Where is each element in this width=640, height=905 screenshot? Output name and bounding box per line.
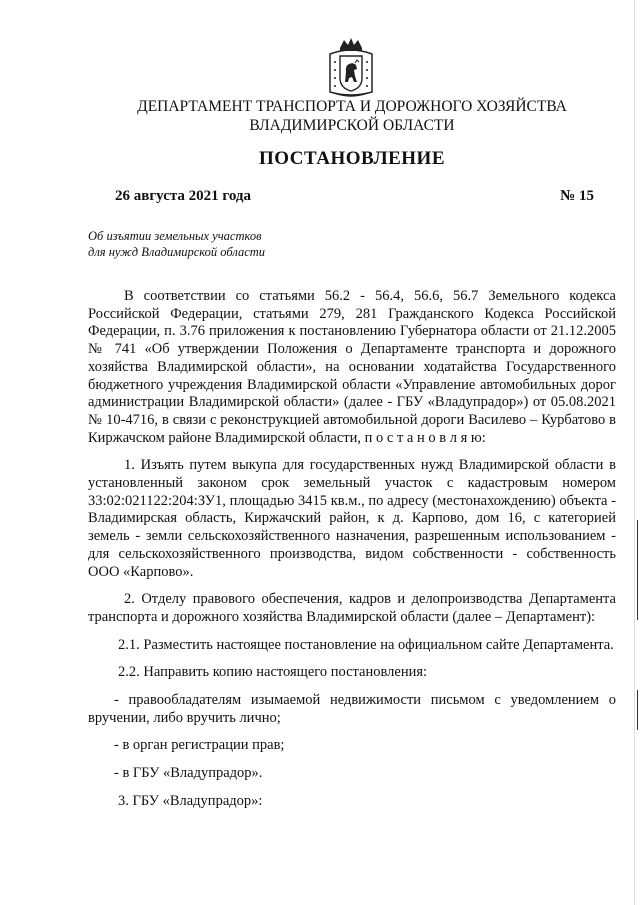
department-name-line2: ВЛАДИМИРСКОЙ ОБЛАСТИ [249, 117, 455, 134]
paragraph-item-2-1: 2.1. Разместить настоящее постановление на официальном сайте Департамента. [118, 636, 614, 653]
paragraph-item-2-2-a: - правообладателям изымаемой недвижимости письмом с уведомлением о вручении, либо вручить лично; [88, 692, 616, 726]
paragraph-item-2-2-b: - в орган регистрации прав; [114, 737, 285, 754]
document-title: ПОСТАНОВЛЕНИЕ [258, 148, 446, 169]
document-body [88, 288, 616, 821]
document-number: № 15 [560, 188, 594, 204]
paragraph-item-2-2: 2.2. Направить копию настоящего постановления: [118, 664, 428, 681]
document-subject [88, 228, 265, 260]
subject-line2: для нужд Владимирской области [88, 245, 266, 259]
subject-line1: Об изъятии земельных участков [88, 229, 262, 243]
paragraph-item-2: 2. Отделу правового обеспечения, кадров и делопроизводства Департамента транспорта и дорожного хозяйства Владимирской области (далее – Департамент): [88, 591, 616, 625]
coat-of-arms-icon [326, 36, 376, 98]
paragraph-item-2-2-c: - в ГБУ «Владупрадор». [114, 765, 263, 782]
scan-edge-line [634, 0, 635, 905]
paragraph-item-1: 1. Изъять путем выкупа для государственных нужд Владимирской области в установленный законом срок земельный участок с кадастровым номером 33:02:021122:204:ЗУ1, площадью 3415 кв.м., по адресу (местонахождению) объекта - Владимирская область, Киржачский район, к д. Карпово, дом 16, с категорией земель - земли сельскохозяйственного назначения, разрешенным использованием - для сельскохозяйственного производства, видом собственности - собственность ООО «Карпово». [88, 457, 616, 580]
scan-mark [637, 520, 638, 620]
paragraph-preamble: В соответствии со статьями 56.2 - 56.4, 56.6, 56.7 Земельного кодекса Российской Федерации, статьями 279, 281 Гражданского Кодекса Российской Федерации, п. 3.76 приложения к постановлению Губернатора области от 21.12.2005 № 741 «Об утверждении Положения о Департаменте транспорта и дорожного хозяйства Владимирской области», на основании ходатайства Государственного бюджетного учреждения Владимирской области «Управление автомобильных дорог администрации Владимирской области» (далее - ГБУ «Владупрадор») от 05.08.2021 № 10-4716, в связи с реконструкцией автомобильной дороги Василево – Курбатово в Киржачском районе Владимирской области, п о с т а н о в л я ю: [88, 288, 616, 446]
paragraph-item-3: 3. ГБУ «Владупрадор»: [118, 792, 263, 809]
department-name-line1: ДЕПАРТАМЕНТ ТРАНСПОРТА И ДОРОЖНОГО ХОЗЯЙСТВА [137, 98, 567, 115]
scan-mark [637, 690, 638, 730]
document-date: 26 августа 2021 года [115, 188, 252, 204]
